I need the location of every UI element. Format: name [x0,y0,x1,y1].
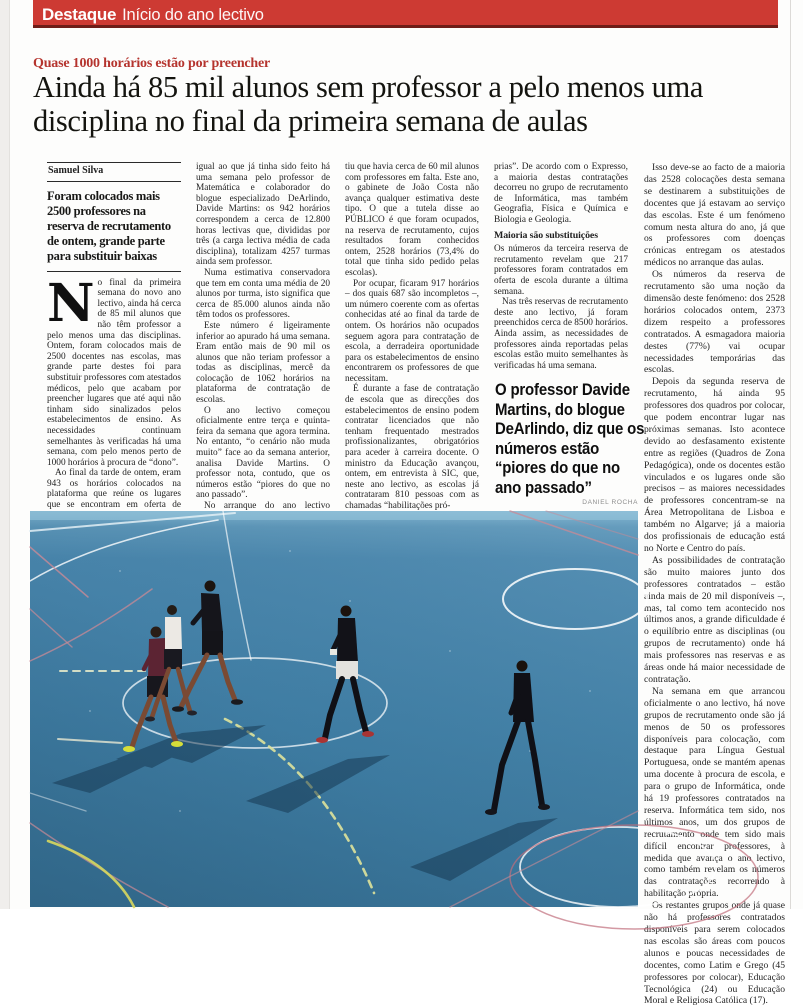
paragraph: Ao final da tarde de ontem, eram 943 os horários colocados na plataforma que reúne os lugares que se encontram em oferta de [47,468,181,511]
paragraph: É durante a fase de contratação de escola que as direcções dos estabelecimentos de ensino podem contratar licenciados que não tenham frequentado mestrados profissionalizantes, obrigatórios para aceder à carreira docente. O ministro da Educação avançou, ontem, em entrevista à SIC, que, neste ano lectivo, as escolas já contrataram 810 pessoas com as chamadas “habilitações pró- [345,384,479,511]
article-lede: Foram colocados mais 2500 professores na reserva de recrutamento de ontem, grande parte para substituir baixas [47,189,181,272]
article-column-5 [644,162,785,1007]
paragraph: tiu que havia cerca de 60 mil alunos com professores em falta. Este ano, o gabinete de João Costa não avança qualquer estimativa deste tipo. O que a tutela disse ao PÚBLICO é que foram ocupados, na reserva de recrutamento, cujos resultados foram conhecidos ontem, 2528 horários (73,4% do total que tinha sido pedido pelas escolas). [345,162,479,278]
paragraph: Isso deve-se ao facto de a maioria das 2528 colocações desta semana se destinarem a substituições de docentes que já estavam ao serviço das escolas. Este é um fenómeno comum nesta altura do ano, já que os professores com doenças crónicas entregam os atestados médicos no arranque das aulas. [644,162,785,269]
scan-edge-right [790,0,791,909]
headline: Ainda há 85 mil alunos sem professor a pelo menos uma disciplina no final da primeira semana de aulas [33,70,703,138]
article-column-2 [196,162,330,511]
paragraph: Nas três reservas de recrutamento deste ano lectivo, já foram preenchidos cerca de 8500 horários. Ainda assim, as necessidades de professores ainda reportadas pelas escolas estão muito semelhantes às verificadas há uma semana. [494,297,628,371]
article-column-3 [345,162,479,511]
section-topic-label: Início do ano lectivo [122,6,264,24]
byline: Samuel Silva [47,162,181,182]
scan-edge-left [0,0,10,909]
paragraph: No arranque do ano lectivo [204,501,330,511]
paragraph: Os números da terceira reserva de recrutamento revelam que 217 professores foram contratados em oferta de escola durante a última semana. [494,244,628,297]
drop-cap: N [47,272,95,334]
paragraph: Depois da segunda reserva de recrutamento, há ainda 95 professores dos quadros por colocar, que podem encontrar lugar nas próximas semanas. Isto acontece devido ao desfasamento existente entre as regiões (Quadros de Zona Pedagógica), onde os docentes estão vinculados e os lugares onde são precisos – as maiores necessidades de professores concentram-se na Área Metropolitana de Lisboa e também no Algarve; já a maioria dos profissionais de educação está no Norte e Centro do país. [644,376,785,554]
paragraph-text: o final da primeira semana do novo ano lectivo, ainda há cerca de 85 mil alunos que não têm professor a pelo menos uma das disciplinas. Ontem, foram colocados mais de 2500 docentes nas escolas, mas grande parte destes foi para substituir professores com atestados médicos, pelo que acabam por preencher lugares que até aqui não tinham sido sinalizados pelos estabelecimentos de ensino. As necessidades continuam semelhantes às verificadas há uma semana, com pelo menos perto de 1000 horários à procura de “dono”. [47,277,182,468]
section-header-bar [33,0,778,28]
court-photo [30,511,638,907]
paragraph [47,272,182,469]
photo-credit: DANIEL ROCHA [582,499,638,506]
kicker: Quase 1000 horários estão por preencher [33,56,271,71]
paragraph: Os números da reserva de recrutamento são uma noção da dimensão deste fenómeno: dos 2528 horários colocados ontem, 2373 dizem respeito a professores contratados. A esmagadora maioria destes (77%) vai ocupar necessidades temporárias das escolas. [644,269,785,376]
paragraph: Este número é ligeiramente inferior ao apurado há uma semana. Eram então mais de 90 mil os alunos que não teriam professor a todas as disciplinas, mercê da colocação de 1062 horários na plataforma de contratação de escolas. [196,320,330,406]
pull-quote: O professor Davide Martins, do blogue DeArlindo, diz que os números estão “piores do que no ano passado” [495,380,645,497]
paragraph: Por ocupar, ficaram 917 horários – dos quais 687 são incompletos –, um número coerente com as ofertas conhecidas até ao final da tarde de ontem. Os horários não ocupados seguem agora para contratação de escola, a derradeira oportunidade para os estabelecimentos de ensino encontrarem os professores de que necessitam. [345,278,479,384]
paragraph: Numa estimativa conservadora que tem em conta uma média de 20 alunos por turma, isto significa que cerca de 85.000 alunos ainda não têm todos os professores. [196,267,330,321]
paragraph: As possibilidades de contratação são muito maiores junto dos professores contratados – estão ainda mais de 20 mil disponíveis –, mas, tal como tem acontecido nos últimos anos, a grande dificuldade é o equilíbrio entre as disciplinas (ou grupos de recrutamento) onde há mais professores nas reservas e as áreas onde há maior necessidade de contratação. [644,554,785,685]
paragraph: prias”. De acordo com o Expresso, a maioria destas contratações decorreu no grupo de recrutamento de Informática, mas também Geografia, Física e Química e Biologia e Geologia. [494,162,628,225]
paragraph: O ano lectivo começou oficialmente entre terça e quinta-feira da semana que agora termina. No entanto, “o cenário não muda muito” face ao da semana anterior, analisa Davide Martins. O professor nota, contudo, que os números estão “piores do que no ano passado”. [196,405,330,501]
article-column-1 [47,162,182,511]
section-label: Destaque [42,5,117,24]
subhead: Maioria são substituições [494,229,598,241]
paragraph: igual ao que já tinha sido feito há uma semana pelo professor de Matemática e colaborador do blogue especializado DeArlindo, Davide Martins: os 942 horários correspondem a cerca de 12.800 horas lectivas que, divididas por três (a carga lectiva média de cada disciplina), totalizam 4257 turmas ainda sem professor. [196,162,330,268]
paragraph: Os restantes grupos onde já quase não há professores contratados disponíveis para serem colocados nas escolas são áreas com poucos alunos e poucas necessidades de docentes, como Latim e Grego (45 professores por colocar), Educação Tecnológica (24) ou Educação Moral e Religiosa Católica (17). [644,900,785,1007]
paragraph: Na semana em que arrancou oficialmente o ano lectivo, há nove grupos de recrutamento onde são já menos de 50 os professores disponíveis para colocação, com destaque para Língua Gestual Portuguesa, onde se mantém apenas uma docente à procura de escola, e para o grupo de Informática, onde há 19 professores contratados na reserva. Informática tem sido, nos últimos anos, um dos grupos de recrutamento onde tem sido mais difícil encontrar professores, à medida que avança o ano lectivo, como também revelam os números das contratações recorrendo à habilitação própria. [644,685,785,900]
